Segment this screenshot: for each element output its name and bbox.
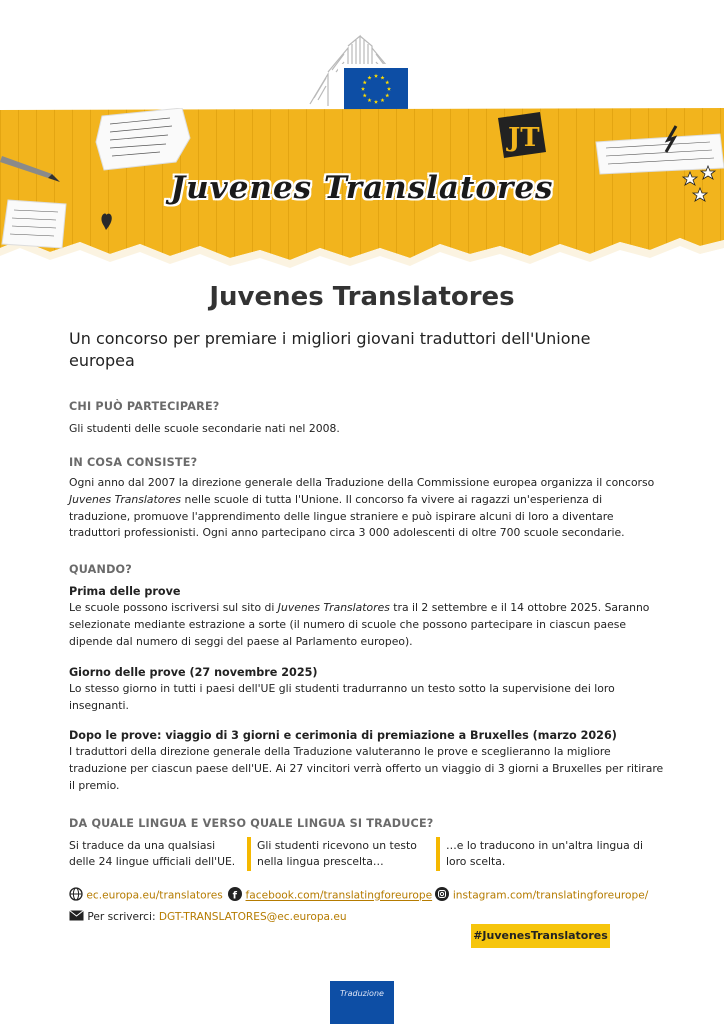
paper-note-bottom-left bbox=[2, 200, 66, 248]
languages-col-3: …e lo traducono in un'altra lingua di loro scelta. bbox=[446, 839, 644, 868]
eu-star bbox=[363, 93, 367, 97]
eu-star bbox=[367, 76, 371, 80]
eu-star bbox=[374, 100, 378, 104]
eu-star bbox=[374, 74, 378, 78]
languages-col-2: Gli studenti ricevono un testo nella lingua prescelta… bbox=[257, 839, 417, 868]
svg-text:JT: JT bbox=[508, 123, 540, 153]
instagram-link[interactable]: instagram.com/translatingforeurope/ bbox=[452, 889, 649, 902]
footer-tab: Traduzione bbox=[330, 981, 394, 1024]
languages-divider-2 bbox=[436, 837, 440, 871]
section-heading-when: QUANDO? bbox=[69, 563, 132, 576]
eu-star bbox=[387, 87, 391, 91]
section-text-who: Gli studenti delle scuole secondarie nati nel 2008. bbox=[69, 422, 340, 435]
website-link[interactable]: ec.europa.eu/translatores bbox=[86, 889, 223, 902]
email-label: Per scriverci: bbox=[87, 911, 156, 923]
step1-title: Prima delle prove bbox=[69, 585, 181, 598]
eu-star bbox=[380, 76, 384, 80]
what-text-em: Juvenes Translatores bbox=[69, 492, 182, 506]
envelope-icon bbox=[69, 910, 84, 924]
eu-star bbox=[363, 80, 367, 84]
step3-title: Dopo le prove: viaggio di 3 giorni e cerimonia di premiazione a Bruxelles (marzo 2026) bbox=[69, 729, 617, 742]
section-heading-languages: DA QUALE LINGUA E VERSO QUALE LINGUA SI TRADUCE? bbox=[69, 817, 434, 830]
paper-note-left bbox=[96, 108, 190, 170]
page-subtitle: Un concorso per premiare i migliori giovani traduttori dell'Unione europea bbox=[69, 329, 591, 370]
facebook-icon bbox=[228, 887, 242, 904]
step3-text: I traduttori della direzione generale della Traduzione valuteranno le prove e sceglieranno la migliore traduzione per ciascun paese dell'UE. Ai 27 vincitori verrà offerto un viaggio di 3 giorni a Bruxelles per ritirare il premio. bbox=[69, 745, 664, 792]
languages-divider-1 bbox=[247, 837, 251, 871]
svg-text:f: f bbox=[232, 890, 238, 901]
globe-icon bbox=[69, 887, 83, 904]
what-text-b: nelle scuole di tutta l'Unione. Il concorso fa vivere ai ragazzi un'esperienza di traduzione, promuove l'apprendimento delle lingue straniere e può ispirare alcuni di loro a diventare traduttori professionisti. Ogni anno partecipano circa 3 000 adolescenti di oltre 700 scuole secondarie. bbox=[69, 492, 625, 540]
step1-text-b: tra il 2 settembre e il 14 ottobre 2025. Saranno selezionate mediante estrazione a sorte (il numero di scuole che possono partecipare in ciascun paese dipende dal numero di seggi del paese al Parlamento europeo). bbox=[69, 601, 650, 648]
jt-badge-icon bbox=[498, 112, 546, 158]
step1-text-em: Juvenes Translatores bbox=[277, 601, 390, 614]
step1-text bbox=[69, 600, 664, 650]
hashtag-badge: #JuvenesTranslatores bbox=[471, 924, 610, 948]
page-title: Juvenes Translatores bbox=[209, 282, 515, 312]
facebook-link[interactable]: facebook.com/translatingforeurope bbox=[245, 889, 433, 902]
step2-title: Giorno delle prove (27 novembre 2025) bbox=[69, 666, 318, 679]
section-text-what bbox=[69, 475, 664, 542]
eu-star bbox=[367, 98, 371, 102]
eu-star bbox=[385, 93, 389, 97]
eu-star bbox=[361, 87, 365, 91]
step1-text-a: Le scuole possono iscriversi sul sito di bbox=[69, 601, 278, 614]
eu-star bbox=[385, 80, 389, 84]
section-heading-who: CHI PUÒ PARTECIPARE? bbox=[69, 400, 220, 413]
eu-star bbox=[380, 98, 384, 102]
instagram-icon bbox=[435, 887, 449, 904]
email-link[interactable]: DGT-TRANSLATORES@ec.europa.eu bbox=[158, 911, 347, 923]
email-row bbox=[69, 910, 347, 924]
banner-title: Juvenes Translatores bbox=[170, 170, 554, 206]
links-row bbox=[69, 887, 709, 904]
step2-text: Lo stesso giorno in tutti i paesi dell'UE gli studenti tradurranno un testo sotto la supervisione dei loro insegnanti. bbox=[69, 682, 615, 712]
eu-flag-icon bbox=[344, 68, 408, 110]
section-heading-what: IN COSA CONSISTE? bbox=[69, 456, 198, 469]
languages-col-1: Si traduce da una qualsiasi delle 24 lingue ufficiali dell'UE. bbox=[69, 839, 236, 868]
what-text-a: Ogni anno dal 2007 la direzione generale della Traduzione della Commissione europea organizza il concorso bbox=[69, 476, 655, 489]
